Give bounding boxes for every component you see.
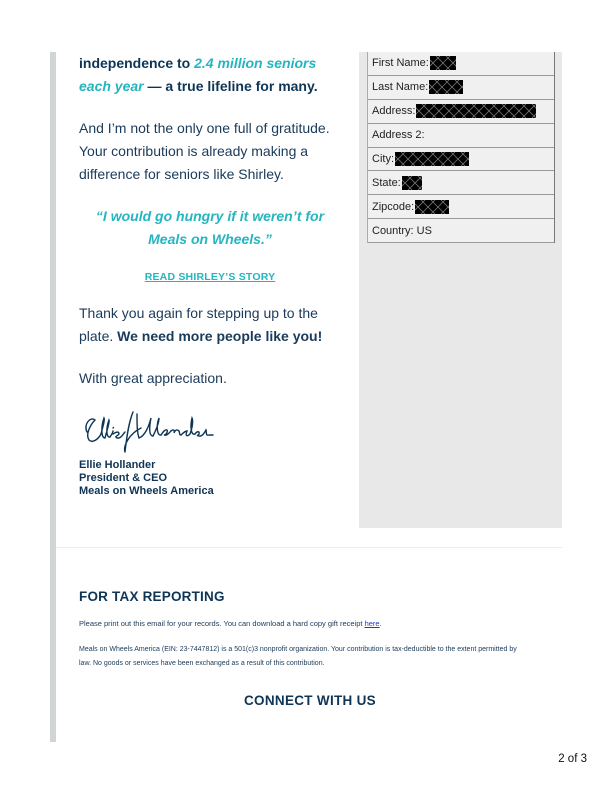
tax-legal-notice: Meals on Wheels America (EIN: 23-7447812) is a 501(c)3 nonprofit organization. Your contribution is tax-deductible to the extent permitted by law. No goods or services have been exchanged as a result of this contribution.: [79, 646, 517, 667]
shirley-quote: “I would go hungry if it weren’t for Meals on Wheels.”: [95, 208, 325, 247]
connect-with-us-heading: CONNECT WITH US: [244, 693, 376, 708]
signer-name: Ellie Hollander: [79, 459, 156, 471]
redacted-value: [402, 176, 422, 190]
tax-reporting-title: FOR TAX REPORTING: [79, 589, 225, 604]
redacted-value: [395, 152, 469, 166]
paragraph-gratitude: And I’m not the only one full of gratitude. Your contribution is already making a difference for seniors like Shirley.: [79, 120, 330, 182]
redacted-value: [429, 80, 463, 94]
signature-image: [79, 404, 341, 459]
closing: With great appreciation.: [79, 370, 227, 386]
impact-highlight: 2.4 million seniors each year: [79, 55, 317, 94]
tax-instructions-period: .: [379, 619, 382, 628]
redacted-value: [416, 104, 536, 118]
donor-info-label: First Name:: [372, 57, 429, 70]
donor-info-row: [368, 52, 554, 76]
donor-info-label: Address 2:: [372, 129, 425, 142]
donor-info-panel: [359, 52, 562, 528]
thanks-text: Thank you again for stepping up to the plate.: [79, 305, 318, 344]
donor-info-label: State:: [372, 176, 401, 189]
paragraph-thanks: [79, 302, 341, 348]
donor-info-label: Country: US: [372, 224, 432, 237]
tax-instructions: [79, 619, 382, 628]
impact-text-start: independence to: [79, 55, 195, 71]
donor-info-label: City:: [372, 153, 394, 165]
section-divider: [56, 547, 562, 548]
page-number: 2 of 3: [558, 753, 587, 765]
donor-info-label: Zipcode:: [372, 200, 415, 213]
impact-text-end: — a true lifeline for many.: [143, 78, 318, 94]
signer-organization: Meals on Wheels America: [79, 485, 214, 497]
donor-info-row: [368, 148, 554, 172]
redacted-value: [430, 56, 456, 70]
signer-title: President & CEO: [79, 472, 168, 484]
thanks-bold: We need more people like you!: [117, 328, 323, 344]
donor-info-row: [368, 76, 554, 100]
tax-instructions-text: Please print out this email for your records. You can download a hard copy gift receipt: [79, 619, 365, 628]
donor-info-table: [367, 52, 555, 243]
read-story-link[interactable]: READ SHIRLEY’S STORY: [144, 271, 276, 283]
donor-info-row: [368, 219, 554, 243]
donor-info-row: [368, 100, 554, 124]
donor-info-row: [368, 171, 554, 195]
donor-info-row: [368, 124, 554, 148]
donor-info-label: Address:: [372, 105, 416, 118]
gift-receipt-link[interactable]: here: [364, 619, 380, 628]
letter-body: [79, 52, 341, 498]
left-accent-bar: [50, 52, 56, 742]
donor-info-row: [368, 195, 554, 219]
redacted-value: [415, 200, 449, 214]
paragraph-impact: [79, 52, 341, 98]
donor-info-label: Last Name:: [372, 81, 429, 94]
